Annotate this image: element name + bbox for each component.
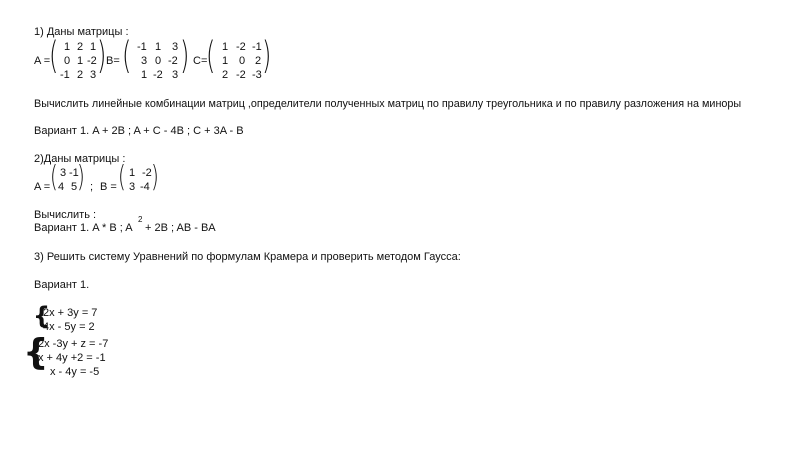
- system2-equation: x + 4y +2 = -1: [38, 352, 106, 364]
- system2-brace: {: [23, 332, 49, 373]
- matrix-c-cell: 0: [239, 55, 246, 67]
- matrix-c-left-paren: (: [206, 33, 216, 78]
- matrix-c-right-paren: ): [262, 33, 272, 78]
- matrix2-b-label: B =: [100, 181, 117, 193]
- matrix-c-cell: -1: [252, 41, 262, 53]
- task3-variant: Вариант 1.: [34, 279, 90, 291]
- matrix-a-cell: 3: [90, 69, 97, 81]
- task2-heading: 2)Даны матрицы :: [34, 153, 126, 165]
- system2-equation: 2x -3y + z = -7: [38, 338, 109, 350]
- matrix2-b-cell: 1: [129, 167, 136, 179]
- matrix2-a-label: A =: [34, 181, 51, 193]
- matrix-b-right-paren: ): [180, 33, 190, 78]
- matrix2-b-cell: -2: [142, 167, 152, 179]
- matrix2-a-left-paren: (: [50, 159, 58, 194]
- matrix-b-cell: -2: [168, 55, 178, 67]
- matrix-a-left-paren: (: [49, 33, 59, 78]
- matrix-b-cell: -2: [153, 69, 163, 81]
- matrix2-a-cell: -1: [69, 167, 79, 179]
- system1-equation: 4x - 5y = 2: [43, 321, 95, 333]
- matrix2-b-cell: -4: [140, 181, 150, 193]
- matrix-b-cell: 1: [141, 69, 148, 81]
- matrix-c-cell: -2: [236, 69, 246, 81]
- matrix-b-label: B=: [106, 55, 120, 67]
- matrix-a-cell: 1: [77, 55, 84, 67]
- task1-variant: Вариант 1. A + 2B ; A + C - 4B ; C + 3A - B: [34, 125, 244, 137]
- system2-equation: x - 4y = -5: [50, 366, 100, 378]
- task3-heading: 3) Решить систему Уравнений по формулам Крамера и проверить методом Гаусса:: [34, 251, 461, 263]
- system1-equation: 2x + 3y = 7: [43, 307, 98, 319]
- matrix-a-cell: 2: [77, 69, 84, 81]
- matrix-c-cell: -3: [252, 69, 262, 81]
- matrix-b-cell: 1: [155, 41, 162, 53]
- matrix2-b-left-paren: (: [118, 159, 126, 194]
- task1-instruction: Вычислить линейные комбинации матриц ,определители полученных матриц по правилу треугольника и по правилу разложения на миноры: [34, 98, 742, 110]
- matrix2-separator: ;: [90, 181, 94, 193]
- matrix-c-cell: 1: [222, 55, 229, 67]
- matrix-a-label: A =: [34, 55, 51, 67]
- system1-brace: {: [33, 302, 51, 330]
- matrix-a-cell: 1: [90, 41, 97, 53]
- matrix-b-left-paren: (: [122, 33, 132, 78]
- task2-variant-part2: + 2B ; AB - BA: [145, 222, 216, 234]
- matrix-a-cell: -1: [60, 69, 70, 81]
- matrix-a-right-paren: ): [97, 33, 107, 78]
- task1-heading: 1) Даны матрицы :: [34, 26, 129, 38]
- task2-compute: Вычислить :: [34, 209, 97, 221]
- matrix-c-cell: 1: [222, 41, 229, 53]
- matrix-a-cell: -2: [87, 55, 97, 67]
- matrix-a-cell: 0: [64, 55, 71, 67]
- matrix-c-cell: 2: [255, 55, 262, 67]
- matrix-a-cell: 1: [64, 41, 71, 53]
- matrix-c-cell: -2: [236, 41, 246, 53]
- matrix2-b-cell: 3: [129, 181, 136, 193]
- task2-exponent: 2: [138, 215, 143, 224]
- matrix-c-label: C=: [193, 55, 208, 67]
- matrix-a-cell: 2: [77, 41, 84, 53]
- task2-variant-part1: Вариант 1. A * B ; A: [34, 222, 133, 234]
- matrix-b-cell: 3: [172, 41, 179, 53]
- matrix2-b-right-paren: ): [151, 159, 159, 194]
- matrix2-a-cell: 5: [71, 181, 78, 193]
- matrix-b-cell: 0: [155, 55, 162, 67]
- matrix-b-cell: -1: [137, 41, 147, 53]
- matrix-c-cell: 2: [222, 69, 229, 81]
- matrix-b-cell: 3: [141, 55, 148, 67]
- matrix-b-cell: 3: [172, 69, 179, 81]
- matrix2-a-cell: 3: [60, 167, 67, 179]
- matrix2-a-right-paren: ): [77, 159, 85, 194]
- matrix2-a-cell: 4: [58, 181, 65, 193]
